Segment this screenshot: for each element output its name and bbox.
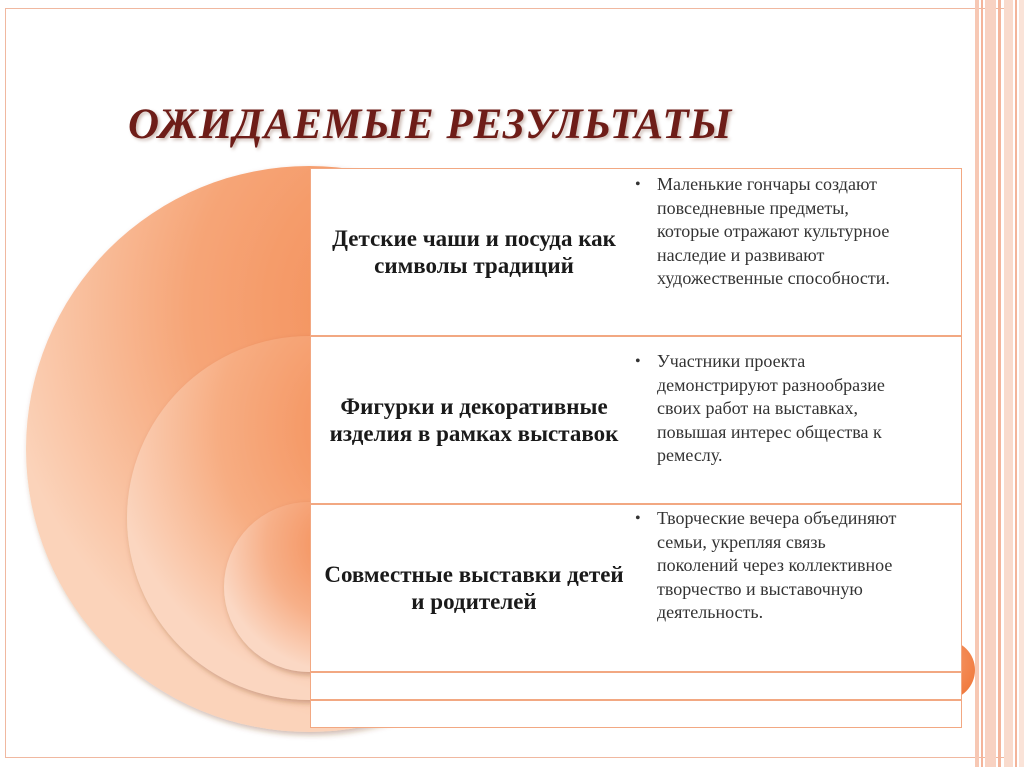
row-description-3	[635, 507, 909, 625]
row-label-1: Детские чаши и посуда как символы традиций	[332, 226, 616, 278]
row-description-2	[635, 350, 897, 468]
row-description-1	[635, 173, 897, 291]
slide-title: ОЖИДАЕМЫЕ РЕЗУЛЬТАТЫ	[128, 101, 733, 148]
table-row-empty	[310, 700, 962, 728]
row-description-text: Участники проекта демонстрируют разнообразие своих работ на выставках, повышая интерес общества к ремеслу.	[657, 351, 885, 465]
row-label-2: Фигурки и декоративные изделия в рамках выставок	[329, 394, 619, 446]
bullet-icon: •	[635, 510, 641, 527]
row-label-3: Совместные выставки детей и родителей	[324, 562, 624, 614]
bullet-icon: •	[635, 353, 641, 370]
row-description-text: Творческие вечера объединяют семьи, укрепляя связь поколений через коллективное творчество и выставочную деятельность.	[657, 508, 897, 622]
bullet-icon: •	[635, 176, 641, 193]
row-description-text: Маленькие гончары создают повседневные предметы, которые отражают культурное наследие и развивают художественные способности.	[657, 174, 890, 288]
table-row-empty	[310, 672, 962, 700]
